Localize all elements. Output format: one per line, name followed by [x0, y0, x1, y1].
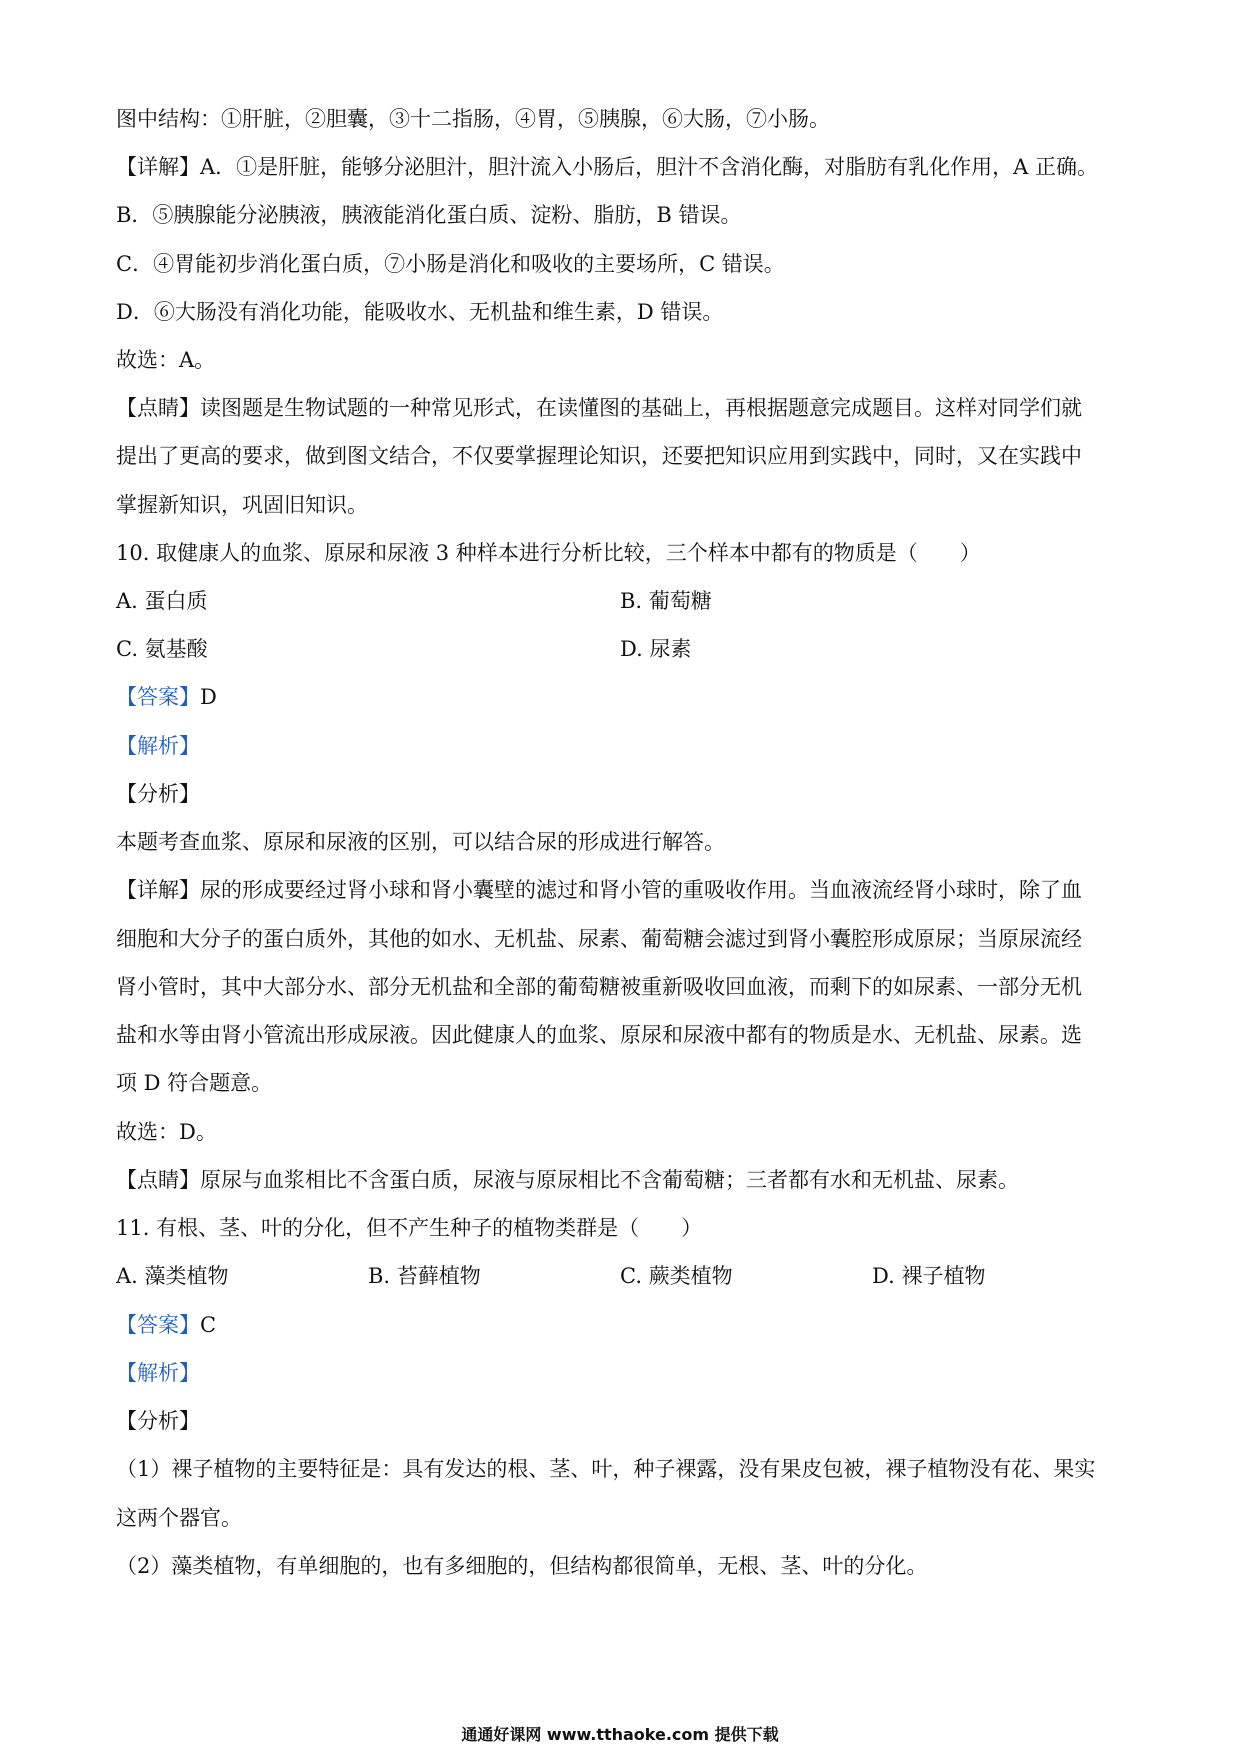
q10-analysis-tag: 【解析】 — [116, 734, 200, 758]
q9-detail-d: D．⑥大肠没有消化功能，能吸收水、无机盐和维生素，D 错误。 — [116, 300, 724, 324]
footer-watermark: 通通好课网 www.tthaoke.com 提供下载 — [461, 1725, 779, 1744]
q9-detail-a: 【详解】A．①是肝脏，能够分泌胆汁，胆汁流入小肠后，胆汁不含消化酶，对脂肪有乳化作用，A 正确。 — [116, 155, 1099, 179]
q10-comment: 【点睛】原尿与血浆相比不含蛋白质，尿液与原尿相比不含葡萄糖；三者都有水和无机盐、尿素。 — [116, 1168, 1019, 1192]
detail-tag: 【详解】 — [116, 878, 200, 902]
q10-stem: 10. 取健康人的血浆、原尿和尿液 3 种样本进行分析比较，三个样本中都有的物质是（ ） — [116, 541, 981, 565]
q10-detail-4: 盐和水等由肾小管流出形成尿液。因此健康人的血浆、原尿和尿液中都有的物质是水、无机盐、尿素。选 — [116, 1023, 1082, 1047]
comment-tag: 【点睛】 — [116, 396, 200, 420]
q10-option-b: B. 葡萄糖 — [620, 589, 712, 613]
answer-tag: 【答案】 — [116, 685, 200, 709]
q11-option-d: D. 裸子植物 — [872, 1264, 986, 1288]
q11-fenxi-tag: 【分析】 — [116, 1409, 200, 1433]
q9-detail-b: B．⑤胰腺能分泌胰液，胰液能消化蛋白质、淀粉、脂肪，B 错误。 — [116, 203, 742, 227]
answer-tag: 【答案】 — [116, 1313, 200, 1337]
q9-comment-2: 提出了更高的要求，做到图文结合，不仅要掌握理论知识，还要把知识应用到实践中，同时，又在实践中 — [116, 444, 1082, 468]
q10-option-c: C. 氨基酸 — [116, 637, 208, 661]
q10-answer: 【答案】D — [116, 685, 217, 709]
q11-point-1a: （1）裸子植物的主要特征是：具有发达的根、茎、叶，种子裸露，没有果皮包被，裸子植物没有花、果实 — [116, 1457, 1096, 1481]
q9-comment-1: 【点睛】读图题是生物试题的一种常见形式，在读懂图的基础上，再根据题意完成题目。这样对同学们就 — [116, 396, 1082, 420]
q11-option-a: A. 藻类植物 — [116, 1264, 229, 1288]
detail-tag: 【详解】 — [116, 155, 200, 179]
comment-tag: 【点睛】 — [116, 1168, 200, 1192]
q11-option-b: B. 苔藓植物 — [368, 1264, 481, 1288]
q11-point-1b: 这两个器官。 — [116, 1506, 242, 1530]
q10-detail-3: 肾小管时，其中大部分水、部分无机盐和全部的葡萄糖被重新吸收回血液，而剩下的如尿素、一部分无机 — [116, 975, 1082, 999]
q9-comment-3: 掌握新知识，巩固旧知识。 — [116, 493, 368, 517]
q10-fenxi: 本题考查血浆、原尿和尿液的区别，可以结合尿的形成进行解答。 — [116, 830, 725, 854]
q11-analysis-tag: 【解析】 — [116, 1361, 200, 1385]
q10-detail-5: 项 D 符合题意。 — [116, 1071, 273, 1095]
q9-detail-c: C．④胃能初步消化蛋白质，⑦小肠是消化和吸收的主要场所，C 错误。 — [116, 252, 785, 276]
q10-option-a: A. 蛋白质 — [116, 589, 208, 613]
q10-option-d: D. 尿素 — [620, 637, 692, 661]
q9-choice: 故选：A。 — [116, 348, 216, 372]
q11-answer: 【答案】C — [116, 1313, 217, 1337]
q11-point-2: （2）藻类植物，有单细胞的，也有多细胞的，但结构都很简单，无根、茎、叶的分化。 — [116, 1554, 928, 1578]
q10-fenxi-tag: 【分析】 — [116, 782, 200, 806]
q10-detail-2: 细胞和大分子的蛋白质外，其他的如水、无机盐、尿素、葡萄糖会滤过到肾小囊腔形成原尿；当原尿流经 — [116, 927, 1082, 951]
q10-detail-1: 【详解】尿的形成要经过肾小球和肾小囊壁的滤过和肾小管的重吸收作用。当血液流经肾小球时，除了血 — [116, 878, 1082, 902]
q11-option-c: C. 蕨类植物 — [620, 1264, 733, 1288]
q9-structures: 图中结构：①肝脏，②胆囊，③十二指肠，④胃，⑤胰腺，⑥大肠，⑦小肠。 — [116, 107, 830, 131]
q11-stem: 11. 有根、茎、叶的分化，但不产生种子的植物类群是（ ） — [116, 1216, 703, 1240]
q10-choice: 故选：D。 — [116, 1120, 217, 1144]
